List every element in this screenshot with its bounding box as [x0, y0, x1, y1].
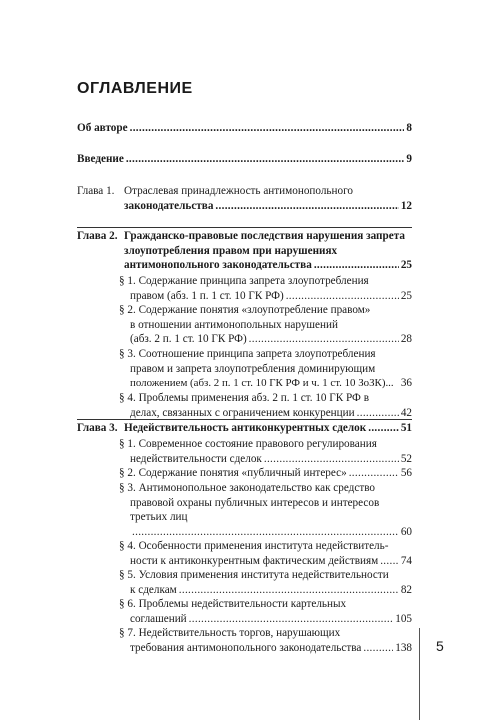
- chapter-divider: [77, 419, 412, 420]
- dot-leader: [314, 258, 399, 273]
- dot-leader: [380, 554, 399, 569]
- chapter-title-line: Гражданско-правовые последствия нарушения запрета: [124, 230, 405, 242]
- toc-page-number: 82: [400, 583, 412, 596]
- section-title-line: ности к антиконкурентным фактическим действиям: [130, 554, 379, 567]
- toc-section[interactable]: [119, 539, 412, 568]
- page-number-rule: [419, 628, 420, 720]
- toc-entry-about[interactable]: [77, 121, 412, 136]
- section-title-line: правом (абз. 1 п. 1 ст. 10 ГК РФ): [130, 289, 284, 302]
- section-title-line: § 4. Особенности применения института недействитель-: [119, 540, 389, 552]
- toc-page-number: 36: [400, 377, 412, 389]
- section-title-line: недействительности сделок: [130, 452, 262, 465]
- chapter-label: Глава 2.: [77, 230, 118, 242]
- chapter-title-line: Недействительность антиконкурентных сделок: [124, 422, 367, 434]
- section-title-line: § 3. Антимонопольное законодательство как средство: [119, 482, 376, 494]
- toc-page-number: 28: [400, 333, 412, 345]
- toc-page-number: 52: [400, 452, 412, 465]
- dot-leader: [126, 152, 405, 167]
- toc-section[interactable]: [119, 391, 412, 420]
- dot-leader: [264, 452, 399, 467]
- toc-chapter-2[interactable]: [77, 229, 412, 273]
- section-title-line: правовой охраны публичных интересов и интересов: [130, 496, 380, 509]
- toc-section[interactable]: [119, 347, 412, 391]
- toc-section[interactable]: [119, 626, 412, 655]
- section-title-line: положением (абз. 2 п. 1 ст. 10 ГК РФ и ч. 1 ст. 10 ЗоЗК)...: [130, 377, 394, 389]
- toc-chapter-3[interactable]: [77, 421, 412, 436]
- dot-leader: [363, 641, 393, 656]
- chapter-label: Глава 1.: [77, 185, 115, 197]
- toc-page-number: 25: [400, 259, 412, 271]
- toc-section[interactable]: [119, 437, 412, 466]
- toc-section[interactable]: [119, 466, 412, 481]
- toc-page-number: 9: [406, 153, 412, 165]
- toc-page-number: 25: [400, 289, 412, 302]
- toc-page-number: 60: [400, 525, 412, 538]
- chapter-title-line: злоупотребления правом при нарушениях: [124, 244, 338, 257]
- page-title: ОГЛАВЛЕНИЕ: [77, 80, 193, 97]
- dot-leader: [357, 406, 399, 421]
- dot-leader: [179, 583, 399, 598]
- chapter-label: Глава 3.: [77, 422, 118, 434]
- section-title-line: делах, связанных с ограничением конкуренции: [130, 406, 355, 419]
- section-title-line: § 5. Условия применения института недействительности: [119, 569, 389, 581]
- dot-leader: [249, 332, 399, 347]
- section-title-line: третьих лиц: [130, 511, 188, 523]
- section-title-line: § 1. Содержание принципа запрета злоупотребления: [119, 275, 369, 287]
- section-title-line: § 7. Недействительность торгов, нарушающих: [119, 627, 341, 639]
- dot-leader: [215, 199, 398, 214]
- toc-page-number: 51: [400, 422, 412, 434]
- toc-section[interactable]: [119, 568, 412, 597]
- section-title-line: § 2. Содержание понятия «публичный интерес»: [119, 467, 347, 479]
- toc-page-number: 42: [400, 406, 412, 419]
- toc-page-number: 12: [400, 199, 412, 212]
- section-title-line: § 2. Содержание понятия «злоупотребление правом»: [119, 304, 371, 316]
- toc-section[interactable]: [119, 303, 412, 347]
- section-title-line: § 3. Соотношение принципа запрета злоупотребления: [119, 348, 376, 360]
- toc-page-number: 74: [400, 554, 412, 567]
- dot-leader: [132, 525, 399, 540]
- chapter-title-line: Отраслевая принадлежность антимонопольного: [124, 185, 354, 197]
- section-title-line: в отношении антимонопольных нарушений: [130, 318, 338, 331]
- toc-section[interactable]: [119, 274, 412, 303]
- dot-leader: [349, 466, 399, 481]
- dot-leader: [130, 121, 405, 136]
- section-title-line: правом и запрета злоупотребления доминирующим: [130, 362, 376, 375]
- toc-page-number: 105: [395, 612, 412, 625]
- toc-section[interactable]: [119, 481, 412, 539]
- chapter-divider: [77, 227, 412, 228]
- chapter-title-line: законодательства: [124, 199, 214, 212]
- dot-leader: [189, 612, 394, 627]
- toc-entry-intro[interactable]: [77, 152, 412, 167]
- toc-page-number: 56: [400, 467, 412, 479]
- section-title-line: § 4. Проблемы применения абз. 2 п. 1 ст. 10 ГК РФ в: [119, 392, 369, 404]
- section-title-line: требования антимонопольного законодательства: [130, 641, 362, 654]
- toc-page-number: 138: [395, 641, 412, 654]
- section-title-line: § 1. Современное состояние правового регулирования: [119, 438, 377, 450]
- toc-entry-title: Введение: [77, 153, 124, 165]
- page-number: 5: [436, 638, 444, 654]
- toc-page-number: 8: [406, 122, 412, 134]
- dot-leader: [368, 421, 399, 436]
- dot-leader: [286, 289, 399, 304]
- section-title-line: (абз. 2 п. 1 ст. 10 ГК РФ): [130, 333, 247, 345]
- chapter-title-line: антимонопольного законодательства: [124, 259, 312, 271]
- section-title-line: соглашений: [130, 612, 187, 625]
- section-title-line: к сделкам: [130, 583, 177, 596]
- toc-section[interactable]: [119, 597, 412, 626]
- toc-entry-title: Об авторе: [77, 122, 128, 134]
- section-title-line: § 6. Проблемы недействительности картельных: [119, 598, 347, 610]
- toc-chapter-1[interactable]: [77, 184, 412, 213]
